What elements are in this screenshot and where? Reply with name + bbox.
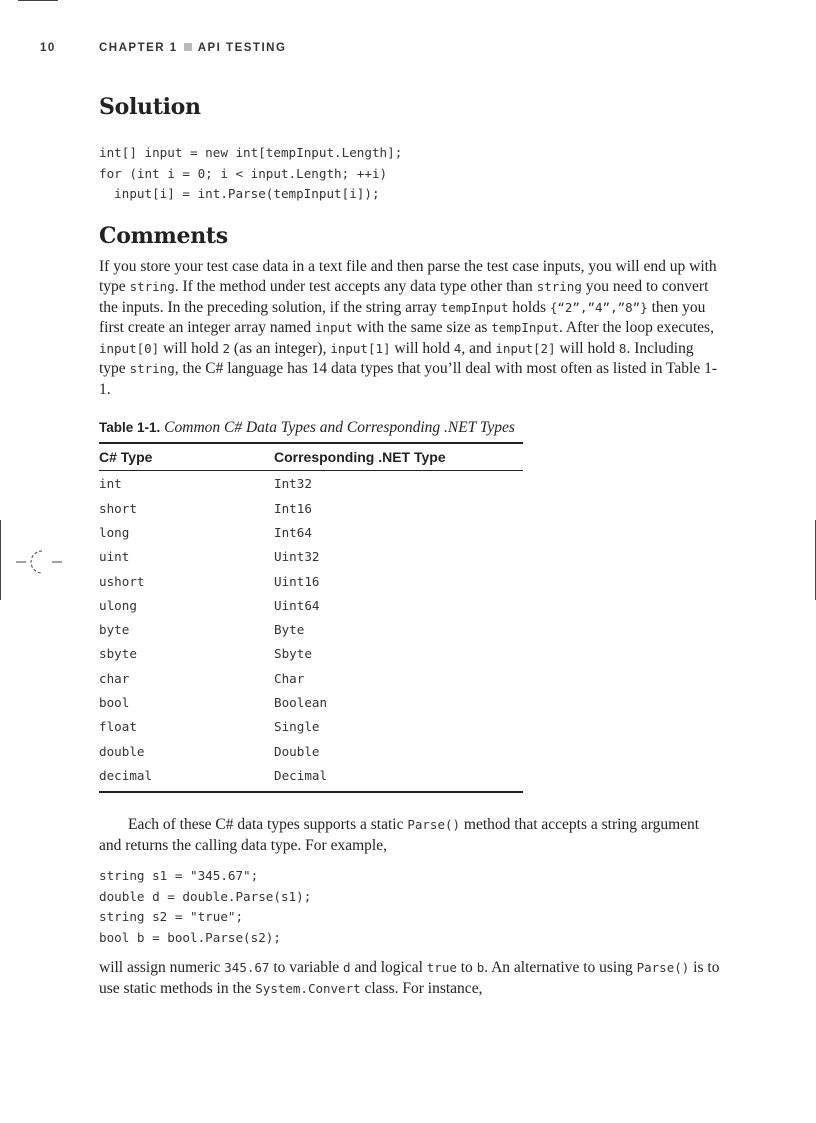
table-row [99, 570, 523, 594]
text: Each of these C# data types supports a static [128, 816, 408, 834]
table-row [99, 691, 523, 715]
solution-code [99, 143, 721, 205]
table-cell: uint [99, 549, 130, 565]
text: . After the loop executes, [559, 319, 714, 336]
table-header-row [99, 443, 523, 470]
table-cell: Uint32 [274, 549, 320, 565]
page-content [99, 95, 721, 999]
column-header: C# Type [99, 443, 274, 470]
table-cell: int [99, 476, 122, 492]
inline-code: b [476, 960, 485, 976]
chapter-label: CHAPTER 1 [99, 42, 178, 54]
table-row [99, 740, 523, 764]
crop-mark-top [18, 0, 58, 1]
table-cell: char [99, 670, 130, 686]
inline-code: input [315, 320, 353, 335]
code-line: string s1 = "345.67"; [99, 868, 259, 884]
text: (as an integer), [230, 339, 331, 357]
comments-paragraph [99, 257, 721, 401]
text: class. For instance, [360, 979, 483, 997]
inline-code: input[2] [495, 340, 556, 356]
table-cell: Sbyte [274, 646, 312, 662]
text: . An alternative to using [484, 959, 637, 977]
solution-heading: Solution [99, 94, 201, 120]
table-cell: Char [274, 670, 305, 686]
table-cell: ushort [99, 573, 145, 589]
text: will hold [390, 339, 454, 357]
table-cell: float [99, 719, 137, 735]
table-cell: Double [274, 743, 320, 759]
table-row [99, 594, 523, 618]
table-row [99, 667, 523, 691]
code-line: string s2 = "true"; [99, 909, 244, 925]
text: method that accepts a string argument and returns the calling data type. For example, [99, 816, 700, 854]
table-cell: double [99, 743, 145, 759]
inline-code: Parse() [636, 960, 690, 976]
table-cell: Int64 [274, 524, 312, 540]
comments-heading: Comments [99, 222, 228, 249]
text: and logical [350, 959, 427, 977]
text: will hold [159, 339, 223, 357]
table-caption-label: Table 1-1. [99, 420, 161, 435]
text: , and [461, 339, 496, 357]
data-types-table [99, 442, 523, 793]
inline-code: input[1] [330, 340, 391, 356]
table-cell: Int32 [274, 476, 312, 492]
convert-paragraph [99, 958, 721, 999]
table-row [99, 521, 523, 545]
text: is to use static methods in the [99, 959, 720, 997]
inline-code: true [426, 960, 457, 976]
inline-code: string [129, 361, 175, 376]
table-cell: Uint16 [274, 573, 320, 589]
example-code [99, 866, 721, 948]
text: will assign numeric [99, 959, 225, 977]
text: . Including type [99, 339, 694, 377]
code-line: input[i] = int.Parse(tempInput[i]); [99, 186, 380, 201]
inline-code: input[0] [99, 340, 160, 356]
table-cell: decimal [99, 767, 153, 783]
inline-code: 2 [222, 340, 231, 356]
table-cell: Uint64 [274, 597, 320, 613]
table-cell: Boolean [274, 695, 328, 711]
inline-code: tempInput [440, 299, 509, 315]
inline-code: 8 [618, 340, 627, 356]
code-line: double d = double.Parse(s1); [99, 888, 312, 904]
table-cell: sbyte [99, 646, 137, 662]
running-header [40, 42, 286, 54]
text: to variable [269, 959, 344, 977]
table-cell: Single [274, 719, 320, 735]
crop-mark-left [0, 520, 1, 600]
table-cell: Byte [274, 622, 305, 638]
text: If you store your test case data in a text file and then parse the test case inputs, you will end up with type [99, 257, 717, 295]
inline-code: 4 [453, 340, 462, 356]
inline-code: System.Convert [255, 980, 361, 996]
text: , the C# language has 14 data types that you’ll deal with most often as listed in Table 1-1. [99, 360, 718, 398]
inline-code: tempInput [491, 320, 560, 335]
parse-paragraph [99, 815, 721, 856]
text: to [456, 959, 477, 977]
table-cell: short [99, 500, 137, 516]
table-cell: Int16 [274, 500, 312, 516]
table-row [99, 618, 523, 642]
inline-code: d [343, 960, 351, 976]
table-cell: long [99, 524, 130, 540]
page-number: 10 [40, 42, 56, 54]
table-cell: Decimal [274, 767, 328, 783]
text: with the same size as [352, 319, 492, 336]
table-row [99, 497, 523, 521]
table-row [99, 764, 523, 792]
table-row [99, 643, 523, 667]
table-row [99, 470, 523, 497]
inline-code: string [536, 279, 582, 294]
inline-code: Parse() [407, 817, 461, 833]
text: will hold [555, 339, 619, 357]
registration-mark-icon [16, 545, 62, 579]
text: you need to convert the inputs. In the preceding solution, if the string array [99, 278, 709, 316]
text: then you first create an integer array named [99, 298, 706, 336]
text: . If the method under test accepts any data type other than [174, 278, 537, 295]
table-caption [99, 418, 721, 440]
table-cell: byte [99, 622, 130, 638]
column-header: Corresponding .NET Type [274, 443, 523, 470]
section-label: API TESTING [197, 42, 287, 54]
inline-code: string [129, 279, 175, 294]
code-line: bool b = bool.Parse(s2); [99, 929, 281, 945]
inline-code: 345.67 [224, 960, 270, 976]
table-cell: bool [99, 695, 130, 711]
code-line: int[] input = new int[tempInput.Length]; [99, 145, 403, 160]
table-row [99, 715, 523, 739]
table-cell: ulong [99, 597, 137, 613]
square-bullet-icon [184, 43, 192, 51]
text: holds [508, 298, 550, 316]
table-caption-title: Common C# Data Types and Corresponding .NET Types [164, 419, 515, 436]
inline-code: {“2”,”4”,”8”} [549, 299, 648, 315]
table-row [99, 545, 523, 569]
code-line: for (int i = 0; i < input.Length; ++i) [99, 165, 388, 181]
